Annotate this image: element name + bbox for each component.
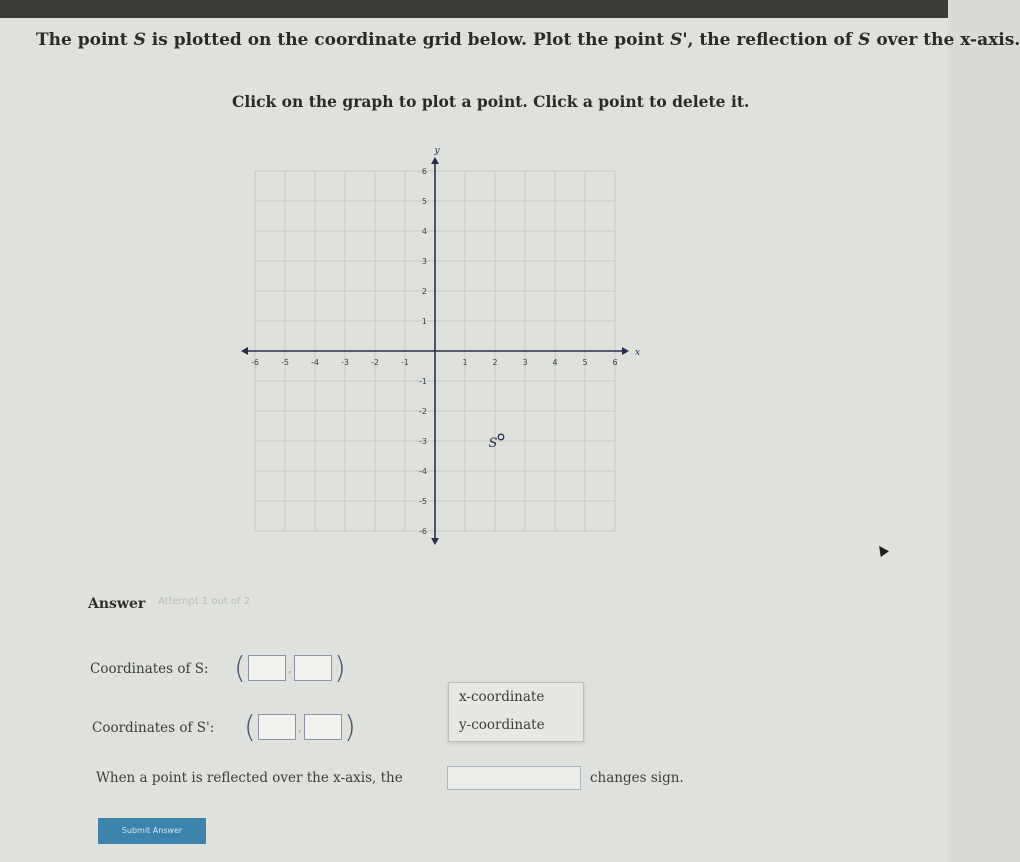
y-tick-label: 1 xyxy=(421,317,427,326)
comma: , xyxy=(287,660,293,676)
answer-label: Answer xyxy=(88,596,146,612)
close-paren: ) xyxy=(344,709,356,745)
y-tick-label: 6 xyxy=(421,167,427,176)
y-axis-arrow-up-icon xyxy=(431,157,439,164)
comma: , xyxy=(297,719,303,735)
y-tick-label: -1 xyxy=(419,377,427,386)
coordinates-s-prime-label: Coordinates of S': xyxy=(92,720,215,736)
close-paren: ) xyxy=(334,650,346,686)
x-tick-label: 1 xyxy=(462,358,468,367)
y-tick-label: -5 xyxy=(419,497,427,506)
x-tick-label: 4 xyxy=(552,358,558,367)
y-tick-label: 3 xyxy=(421,257,427,266)
x-tick-label: -4 xyxy=(311,358,319,367)
x-axis-label: x xyxy=(635,348,641,358)
x-tick-label: -5 xyxy=(281,358,289,367)
x-tick-label: -2 xyxy=(371,358,379,367)
s-prime-x-input[interactable] xyxy=(258,714,296,740)
open-paren: ( xyxy=(234,650,246,686)
y-tick-label: -2 xyxy=(419,407,427,416)
y-tick-label: 2 xyxy=(421,287,427,296)
open-paren: ( xyxy=(244,709,256,745)
point-label: S xyxy=(488,436,498,451)
submit-answer-button[interactable]: Submit Answer xyxy=(98,818,206,844)
dropdown-option-x-coordinate[interactable]: x-coordinate xyxy=(459,689,545,705)
x-tick-label: -6 xyxy=(251,358,259,367)
x-tick-label: -3 xyxy=(341,358,349,367)
x-tick-label: 3 xyxy=(522,358,528,367)
coordinate-grid[interactable] xyxy=(240,128,660,548)
s-prime-y-input[interactable] xyxy=(304,714,342,740)
y-tick-label: -3 xyxy=(419,437,427,446)
y-tick-label: -4 xyxy=(419,467,427,476)
browser-top-bar xyxy=(0,0,948,18)
coordinate-dropdown-menu xyxy=(448,682,584,742)
instruction-text: Click on the graph to plot a point. Click a point to delete it. xyxy=(232,92,750,111)
y-axis-arrow-down-icon xyxy=(431,538,439,545)
plotted-point xyxy=(498,434,504,440)
y-tick-label: -6 xyxy=(419,527,427,536)
sentence-end: changes sign. xyxy=(590,770,684,786)
sentence-start: When a point is reflected over the x-axis, the xyxy=(96,770,403,786)
y-tick-label: 5 xyxy=(421,197,427,206)
x-axis-arrow-right-icon xyxy=(622,347,629,355)
coordinates-s-label: Coordinates of S: xyxy=(90,661,209,677)
attempt-hint: Attempt 1 out of 2 xyxy=(158,596,251,607)
question-text: The point S is plotted on the coordinate grid below. Plot the point S', the reflection of S over the x-axis. xyxy=(36,30,1020,50)
coordinate-select-blank[interactable] xyxy=(447,766,581,790)
coordinates-s-input-group xyxy=(234,651,346,685)
y-tick-label: 4 xyxy=(421,227,427,236)
x-axis-arrow-left-icon xyxy=(241,347,248,355)
dropdown-option-y-coordinate[interactable]: y-coordinate xyxy=(459,717,545,733)
coordinates-s-prime-input-group xyxy=(244,710,356,744)
y-axis-label: y xyxy=(434,146,440,156)
x-tick-label: 6 xyxy=(612,358,618,367)
s-y-input[interactable] xyxy=(294,655,332,681)
x-tick-label: -1 xyxy=(401,358,409,367)
x-tick-label: 5 xyxy=(582,358,588,367)
x-tick-label: 2 xyxy=(492,358,498,367)
s-x-input[interactable] xyxy=(248,655,286,681)
